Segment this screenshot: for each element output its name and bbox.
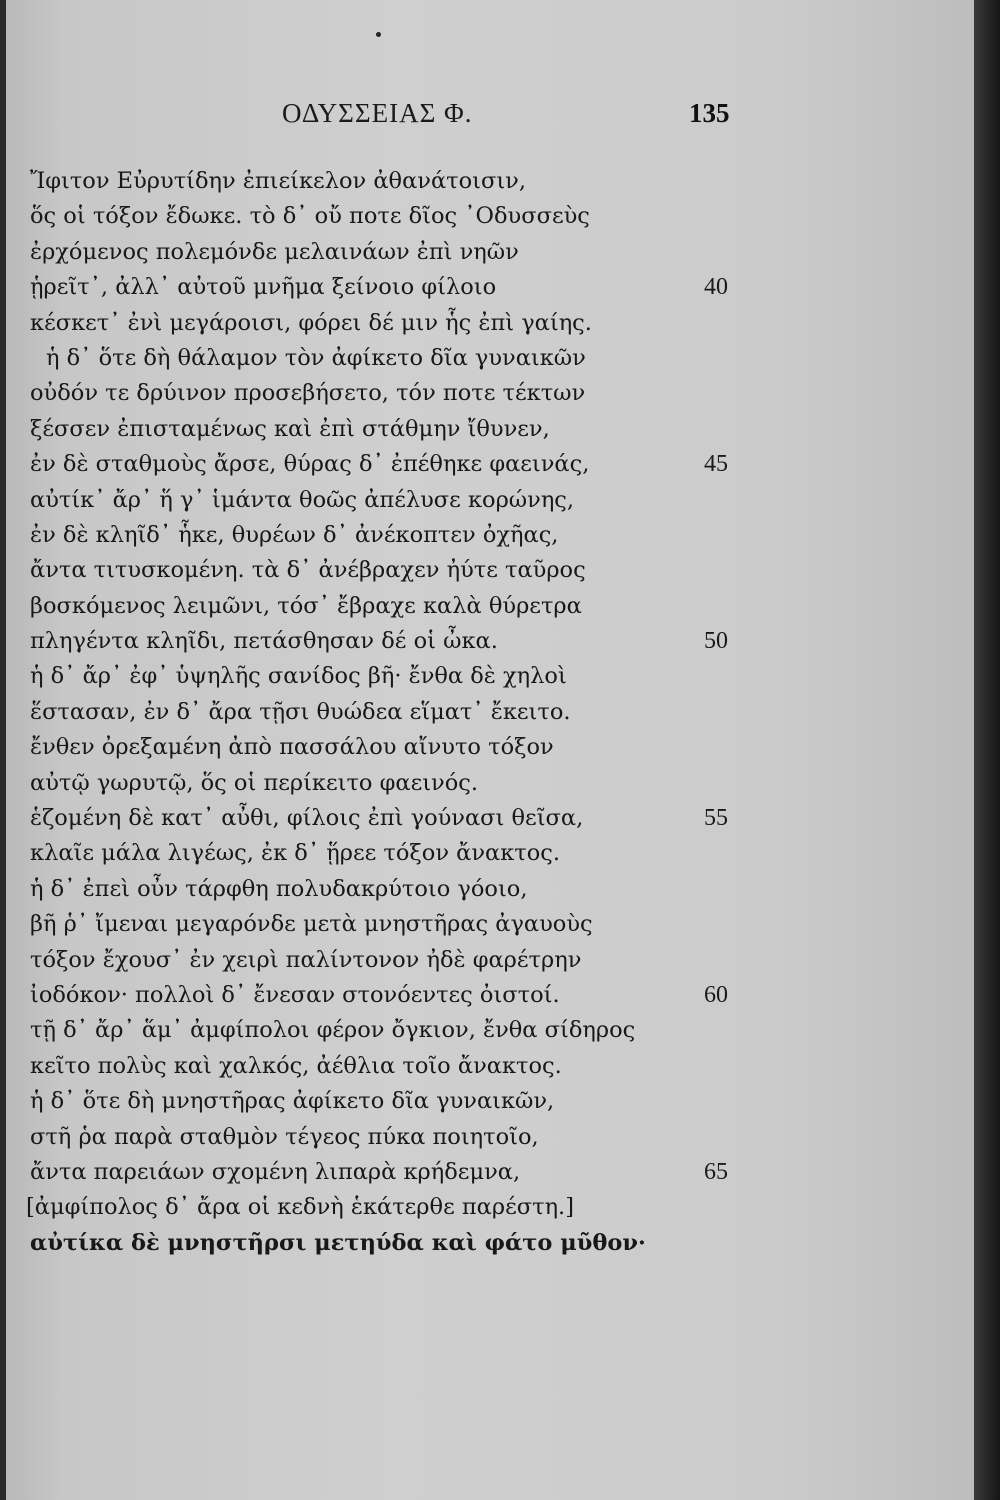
line-number: 50 [704,628,728,655]
verse-line [6,1226,974,1261]
running-header [6,98,974,138]
verse-line [6,164,974,199]
verse-line [6,270,974,305]
verse-text: κέσκετ᾿ ἐνὶ μεγάροισι, φόρει δέ μιν ἧς ἐπὶ γαίης. [30,309,592,336]
verse-text: ἰοδόκον· πολλοὶ δ᾿ ἔνεσαν στονόεντες ὀιστοί. [30,981,560,1008]
verse-text: στῆ ῥα παρὰ σταθμὸν τέγεος πύκα ποιητοῖο, [30,1123,539,1150]
line-number: 60 [704,981,728,1008]
verse-line [6,695,974,730]
verse-text: ἡ δ᾿ ἄρ᾿ ἐφ᾿ ὑψηλῆς σανίδος βῆ· ἔνθα δὲ χηλοὶ [30,663,567,690]
verse-text: ἡ δ᾿ ἐπεὶ οὖν τάρφθη πολυδακρύτοιο γόοιο, [30,875,528,902]
verse-line [6,978,974,1013]
verse-line [6,376,974,411]
running-title: ΟΔΥΣΣΕΙΑΣ Φ. [282,98,473,128]
verse-line [6,1084,974,1119]
verse-text: ἐρχόμενος πολεμόνδε μελαινάων ἐπὶ νηῶν [30,238,519,265]
verse-line [6,447,974,482]
verse-text: τῇ δ᾿ ἄρ᾿ ἅμ᾿ ἀμφίπολοι φέρον ὄγκιον, ἔνθα σίδηρος [30,1017,636,1044]
verse-text: βῆ ῥ᾿ ἴμεναι μεγαρόνδε μετὰ μνηστῆρας ἀγαυοὺς [30,911,593,938]
line-number: 45 [704,451,728,478]
verse-line [6,766,974,801]
verse-text: ἄντα τιτυσκομένη. τὰ δ᾿ ἀνέβραχεν ἠύτε ταῦρος [30,557,586,584]
verse-text: βοσκόμενος λειμῶνι, τόσ᾿ ἔβραχε καλὰ θύρετρα [30,592,582,619]
verse-text: ἕστασαν, ἐν δ᾿ ἄρα τῇσι θυώδεα εἵματ᾿ ἔκειτο. [30,698,571,725]
line-number: 55 [704,805,728,832]
page-number: 135 [689,98,730,128]
verse-text: αὐτίκα δὲ μνηστῆρσι μετηύδα καὶ φάτο μῦθον· [30,1229,646,1256]
verse-text: ἄντα παρειάων σχομένη λιπαρὰ κρήδεμνα, [30,1158,521,1185]
verse-line [6,907,974,942]
verse-line [6,659,974,694]
verse-line [6,235,974,270]
verse-text: [ἀμφίπολος δ᾿ ἄρα οἱ κεδνὴ ἑκάτερθε παρέστη.] [26,1194,574,1221]
verse-line [6,1190,974,1225]
verse-line [6,589,974,624]
line-number: 40 [704,274,728,301]
verse-text: κλαῖε μάλα λιγέως, ἐκ δ᾿ ᾕρεε τόξον ἄνακτος. [30,840,561,867]
verse-line [6,872,974,907]
ink-speck [376,32,381,37]
verse-line [6,199,974,234]
verse-line [6,801,974,836]
verse-line [6,1013,974,1048]
verse-line [6,1049,974,1084]
verse-line [6,518,974,553]
verse-line [6,483,974,518]
verse-line [6,553,974,588]
verse-text: ἔνθεν ὀρεξαμένη ἀπὸ πασσάλου αἴνυτο τόξον [30,734,554,761]
verse-text: Ἴφιτον Εὐρυτίδην ἐπιείκελον ἀθανάτοισιν, [30,168,526,194]
verse-line [6,730,974,765]
verse-line [6,836,974,871]
verse-text: τόξον ἔχουσ᾿ ἐν χειρὶ παλίντονον ἠδὲ φαρέτρην [30,946,582,973]
verse-line [6,412,974,447]
verse-line [6,306,974,341]
verse-text: οὐδόν τε δρύινον προσεβήσετο, τόν ποτε τέκτων [30,380,586,407]
verse-line [6,1155,974,1190]
verse-text: ἐν δὲ σταθμοὺς ἄρσε, θύρας δ᾿ ἐπέθηκε φαεινάς, [30,451,590,478]
verse-text: ἑζομένη δὲ κατ᾿ αὖθι, φίλοις ἐπὶ γούνασι θεῖσα, [30,805,584,832]
book-page [6,0,974,1500]
scan-edge [974,0,1000,1500]
verse-text: ἐν δὲ κληῖδ᾿ ἧκε, θυρέων δ᾿ ἀνέκοπτεν ὀχῆας, [30,521,559,548]
verse-text: κεῖτο πολὺς καὶ χαλκός, ἀέθλια τοῖο ἄνακτος. [30,1052,562,1079]
verse-line [6,341,974,376]
verse-text: ᾑρεῖτ᾿, ἀλλ᾿ αὐτοῦ μνῆμα ξείνοιο φίλοιο [30,274,497,301]
verse-text: αὐτῷ γωρυτῷ, ὅς οἱ περίκειτο φαεινός. [30,769,479,796]
verse-text: ἡ δ᾿ ὅτε δὴ θάλαμον τὸν ἀφίκετο δῖα γυναικῶν [46,344,586,371]
verse-line [6,624,974,659]
verse-text: ὅς οἱ τόξον ἔδωκε. τὸ δ᾿ οὔ ποτε δῖος ᾿Οδυσσεὺς [30,203,590,230]
verse-block [6,164,974,1261]
line-number: 65 [704,1158,728,1185]
verse-text: ἡ δ᾿ ὅτε δὴ μνηστῆρας ἀφίκετο δῖα γυναικῶν, [30,1088,555,1115]
verse-text: ξέσσεν ἐπισταμένως καὶ ἐπὶ στάθμην ἴθυνεν, [30,415,550,442]
verse-text: αὐτίκ᾿ ἄρ᾿ ἥ γ᾿ ἱμάντα θοῶς ἀπέλυσε κορώνης, [30,486,575,513]
verse-text: πληγέντα κληῖδι, πετάσθησαν δέ οἱ ὦκα. [30,628,498,655]
verse-line [6,1120,974,1155]
verse-line [6,943,974,978]
